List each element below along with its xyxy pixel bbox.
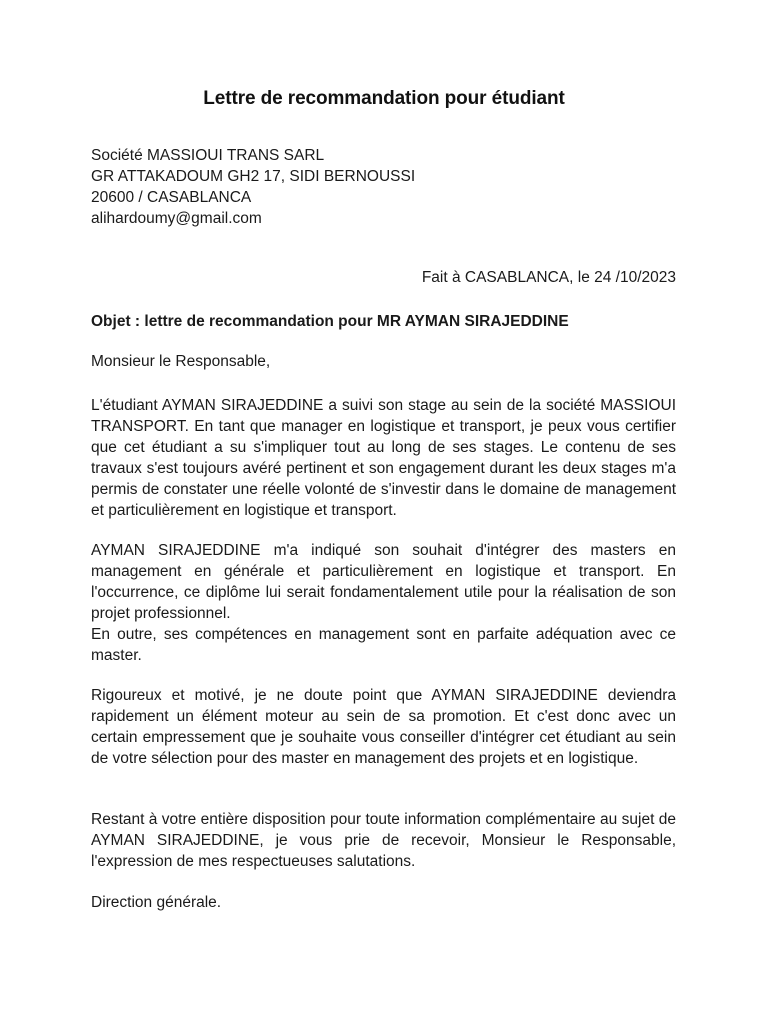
letter-title: Lettre de recommandation pour étudiant [203,88,565,109]
sender-address: GR ATTAKADOUM GH2 17, SIDI BERNOUSSI [91,168,416,185]
sender-block [91,145,415,229]
sender-email: alihardoumy@gmail.com [91,210,262,227]
sender-company: Société MASSIOUI TRANS SARL [91,147,325,164]
salutation: Monsieur le Responsable, [91,353,271,370]
paragraph-3: En outre, ses compétences en management sont en parfaite adéquation avec ce master. [91,626,676,664]
paragraph-5: Restant à votre entière disposition pour toute information complémentaire au sujet de AYMAN SIRAJEDDINE, je vous prie de recevoir, Monsieur le Responsable, l'expression de mes respectueuses salutations. [91,811,676,870]
paragraph-2: AYMAN SIRAJEDDINE m'a indiqué son souhait d'intégrer des masters en management en générale et particulièrement en logistique et transport. En l'occurrence, ce diplôme lui serait fondamentalement utile pour la réalisation de son projet professionnel. [91,542,676,622]
closing-signature: Direction générale. [91,894,222,911]
subject-line: Objet : lettre de recommandation pour MR AYMAN SIRAJEDDINE [91,313,569,330]
sender-city: 20600 / CASABLANCA [91,189,252,206]
date-line: Fait à CASABLANCA, le 24 /10/2023 [421,269,676,286]
paragraph-4: Rigoureux et motivé, je ne doute point que AYMAN SIRAJEDDINE deviendra rapidement un élément moteur au sein de sa promotion. Et c'est donc avec un certain empressement que je souhaite vous conseiller d'intégrer cet étudiant au sein de votre sélection pour des master en management des projets et en logistique. [91,687,676,767]
paragraph-1: L'étudiant AYMAN SIRAJEDDINE a suivi son stage au sein de la société MASSIOUI TRANSPORT. En tant que manager en logistique et transport, je peux vous certifier que cet étudiant a su s'impliquer tout au long de ses stages. Le contenu de ses travaux s'est toujours avéré pertinent et son engagement durant les deux stages m'a permis de constater une réelle volonté de s'investir dans le domaine de management et particulièrement en logistique et transport. [91,397,676,519]
